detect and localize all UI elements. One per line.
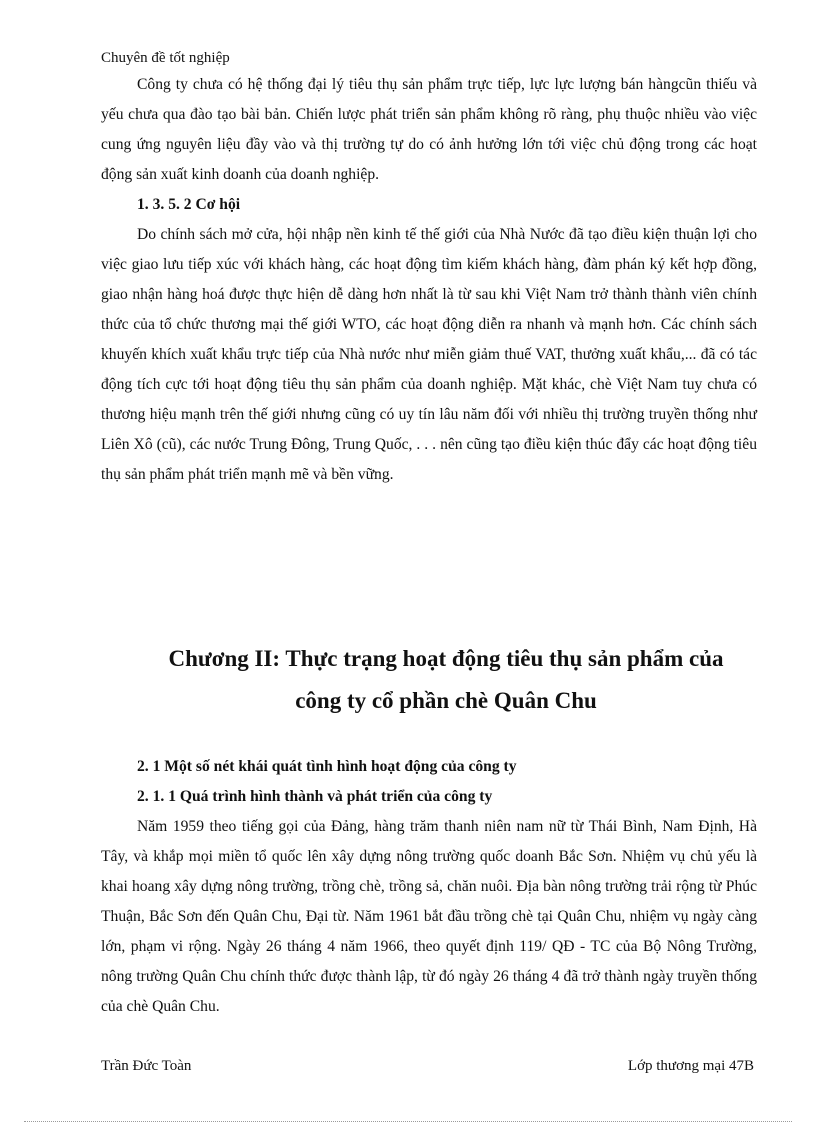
heading-company-history: 2. 1. 1 Quá trình hình thành và phát triển của công ty — [137, 788, 493, 805]
chapter-title-line-2: công ty cổ phần chè Quân Chu — [295, 688, 597, 713]
document-header: Chuyên đề tốt nghiệp — [101, 50, 230, 66]
paragraph-company-history: Năm 1959 theo tiếng gọi của Đảng, hàng trăm thanh niên nam nữ từ Thái Bình, Nam Định, Hà Tây, và khắp mọi miền tổ quốc lên xây dựng nông trường quốc doanh Bắc Sơn. Nhiệm vụ chủ yếu là khai hoang xây dựng nông trường, trồng chè, trồng sả, chăn nuôi. Địa bàn nông trường trải rộng từ Phúc Thuận, Bắc Sơn đến Quân Chu, Đại từ. Năm 1961 bắt đầu trồng chè tại Quân Chu, nhiệm vụ ngày càng lớn, phạm vi rộng. Ngày 26 tháng 4 năm 1966, theo quyết định 119/ QĐ - TC của Bộ Nông Trường, nông trường Quân Chu chính thức được thành lập, từ đó ngày 26 tháng 4 đã trở thành ngày truyền thống của chè Quân Chu. — [101, 818, 757, 1015]
chapter-title-line-1: Chương II: Thực trạng hoạt động tiêu thụ sản phẩm của — [168, 646, 724, 671]
footer-class: Lớp thương mại 47B — [627, 1058, 754, 1074]
footer-author: Trần Đức Toàn — [101, 1058, 192, 1074]
paragraph-weaknesses: Công ty chưa có hệ thống đại lý tiêu thụ sản phẩm trực tiếp, lực lực lượng bán hàngcũn thiếu và yếu chưa qua đào tạo bài bản. Chiến lược phát triển sản phẩm không rõ ràng, phụ thuộc nhiều vào việc cung ứng nguyên liệu đầy vào và thị trường tự do có ảnh hưởng lớn tới việc chủ động trong các hoạt động sản xuất kinh doanh của doanh nghiệp. — [101, 76, 757, 183]
heading-company-overview: 2. 1 Một số nét khái quát tình hình hoạt động của công ty — [137, 758, 517, 775]
heading-opportunities: 1. 3. 5. 2 Cơ hội — [137, 196, 241, 213]
page-bottom-divider — [24, 1121, 792, 1122]
paragraph-opportunities: Do chính sách mở cửa, hội nhập nền kinh tế thế giới của Nhà Nước đã tạo điều kiện thuận lợi cho việc giao lưu tiếp xúc với khách hàng, các hoạt động tìm kiếm khách hàng, đàm phán ký kết hợp đồng, giao nhận hàng hoá được thực hiện dễ dàng hơn nhất là từ sau khi Việt Nam trở thành thành viên chính thức của tổ chức thương mại thế giới WTO, các hoạt động diễn ra nhanh và mạnh hơn. Các chính sách khuyến khích xuất khẩu trực tiếp của Nhà nước như miễn giảm thuế VAT, thưởng xuất khẩu,... đã có tác động tích cực tới hoạt động tiêu thụ sản phẩm của doanh nghiệp. Mặt khác, chè Việt Nam tuy chưa có thương hiệu mạnh trên thế giới nhưng cũng có uy tín lâu năm đối với nhiều thị trường truyền thống như Liên Xô (cũ), các nước Trung Đông, Trung Quốc, . . . nên cũng tạo điều kiện thúc đẩy các hoạt động tiêu thụ sản phẩm phát triển mạnh mẽ và bền vững. — [101, 226, 757, 483]
